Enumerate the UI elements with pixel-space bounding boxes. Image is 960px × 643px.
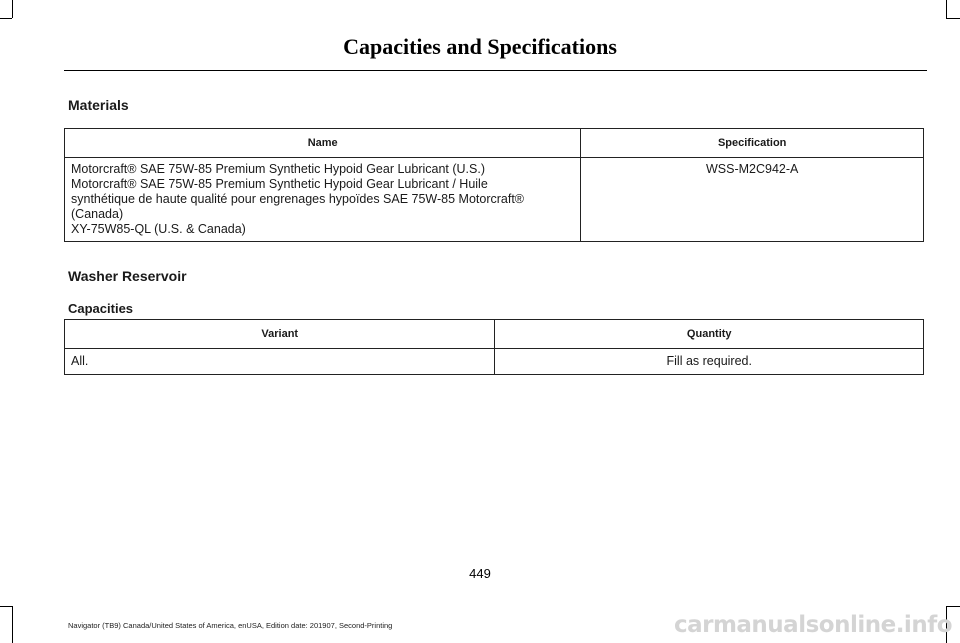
column-header-quantity: Quantity	[495, 320, 924, 349]
crop-mark-bottom-right-horizontal	[946, 606, 960, 607]
material-specification-cell: WSS-M2C942-A	[581, 158, 924, 242]
materials-table	[64, 128, 924, 242]
column-header-specification: Specification	[581, 129, 924, 158]
material-name-line: Motorcraft® SAE 75W-85 Premium Synthetic Hypoid Gear Lubricant / Huile	[71, 177, 488, 191]
material-name-line: synthétique de haute qualité pour engrenages hypoïdes SAE 75W-85 Motorcraft®	[71, 192, 525, 206]
washer-reservoir-heading: Washer Reservoir	[68, 268, 187, 284]
material-name-line: XY-75W85-QL (U.S. & Canada)	[71, 222, 246, 236]
page-title: Capacities and Specifications	[343, 34, 617, 59]
edition-footer: Navigator (TB9) Canada/United States of America, enUSA, Edition date: 201907, Second-Printing	[68, 621, 393, 630]
header-divider	[64, 70, 927, 71]
capacities-subheading: Capacities	[68, 301, 134, 316]
crop-mark-top-right-horizontal	[946, 18, 960, 19]
quantity-cell: Fill as required.	[495, 349, 924, 375]
material-name-line: Motorcraft® SAE 75W-85 Premium Synthetic Hypoid Gear Lubricant (U.S.)	[71, 162, 485, 176]
material-name-line: (Canada)	[71, 207, 124, 221]
table-row	[65, 158, 924, 242]
material-name-cell	[65, 158, 581, 242]
crop-mark-top-right-vertical	[946, 0, 947, 18]
table-row	[65, 349, 924, 375]
materials-heading: Materials	[68, 97, 129, 113]
capacities-table	[64, 319, 924, 375]
watermark: carmanualsonline.info	[673, 612, 952, 638]
table-header-row	[65, 129, 924, 158]
crop-mark-bottom-left-vertical	[12, 606, 13, 643]
crop-mark-top-left-horizontal	[0, 18, 12, 19]
page-number: 449	[469, 566, 491, 581]
crop-mark-bottom-left-horizontal	[0, 606, 12, 607]
column-header-variant: Variant	[65, 320, 495, 349]
crop-mark-top-left-vertical	[12, 0, 13, 18]
variant-cell: All.	[65, 349, 495, 375]
table-header-row	[65, 320, 924, 349]
column-header-name: Name	[65, 129, 581, 158]
